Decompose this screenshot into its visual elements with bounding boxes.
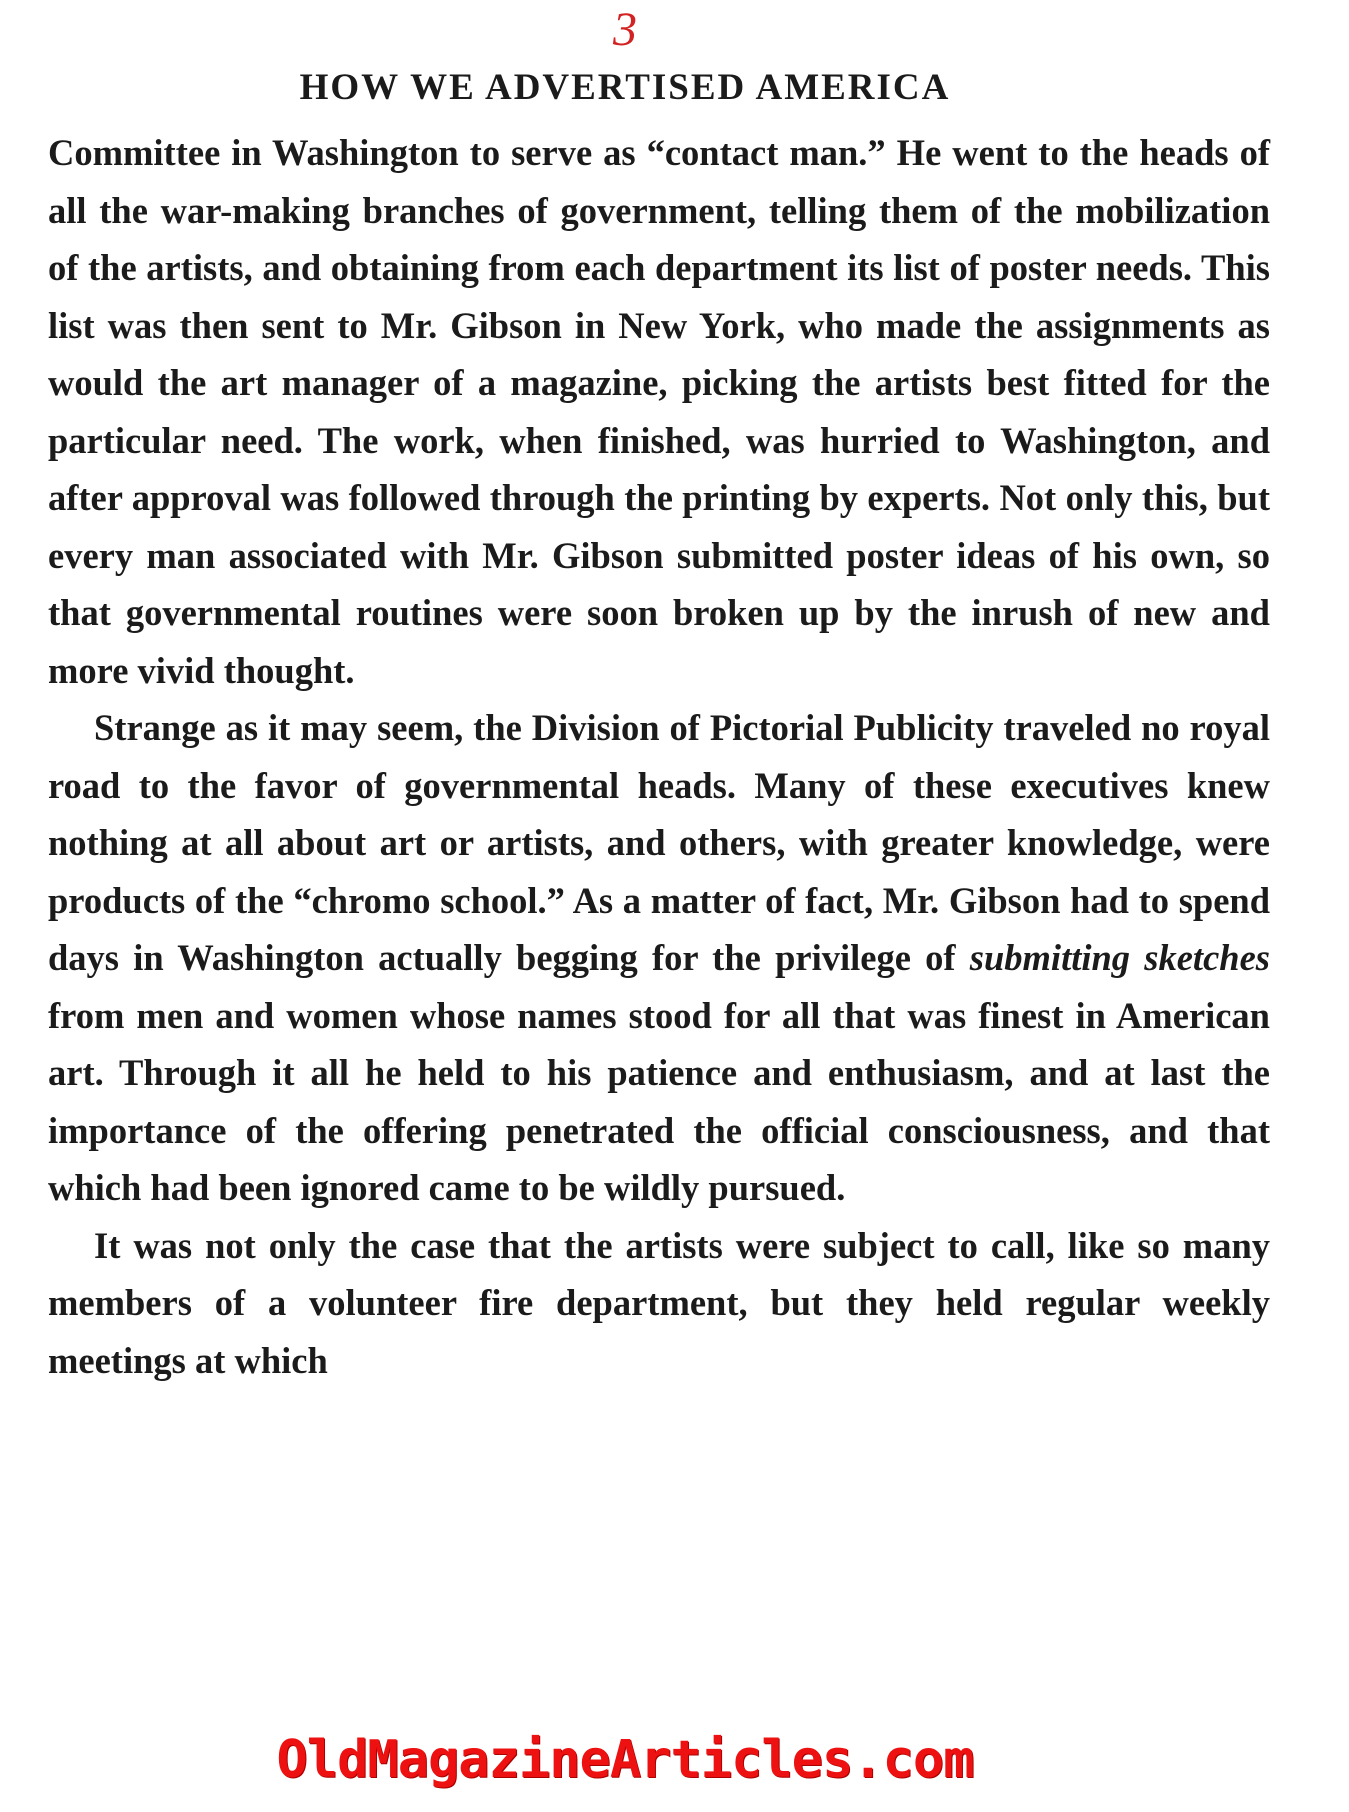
paragraph-2-text-after: from men and women whose names stood for all that was finest in American art. Through it all he held to his patience and enthusiasm, and at last the importance of the offering penetrated the official consciousness, and that which had been ignored came to be wildly pursued. — [48, 994, 1270, 1208]
running-head: HOW WE ADVERTISED AMERICA — [299, 67, 951, 108]
article-body — [48, 124, 1270, 1389]
page-number: 3 — [613, 3, 637, 56]
paragraph-2-emphasis: submitting sketches — [969, 937, 1270, 978]
site-watermark: OldMagazineArticles.com — [276, 1730, 974, 1790]
paragraph-1: Committee in Washington to serve as “contact man.” He went to the heads of all the war-making branches of government, telling them of the mobilization of the artists, and obtaining from each department its list of poster needs. This list was then sent to Mr. Gibson in New York, who made the assignments as would the art manager of a magazine, picking the artists best fitted for the particular need. The work, when finished, was hurried to Washington, and after approval was followed through the printing by experts. Not only this, but every man associated with Mr. Gibson submitted poster ideas of his own, so that governmental routines were soon broken up by the inrush of new and more vivid thought. — [48, 132, 1270, 691]
paragraph-3: It was not only the case that the artists were subject to call, like so many members of a volunteer fire department, but they held regular weekly meetings at which — [48, 1224, 1270, 1381]
paragraph-2 — [48, 699, 1270, 1217]
paragraph-2-text-before: Strange as it may seem, the Division of Pictorial Publicity traveled no royal road to the favor of governmental heads. Many of these executives knew nothing at all about art or artists, and others, with greater knowledge, were products of the “chromo school.” As a matter of fact, Mr. Gibson had to spend days in Washington actually begging for the privilege of — [48, 707, 1270, 978]
